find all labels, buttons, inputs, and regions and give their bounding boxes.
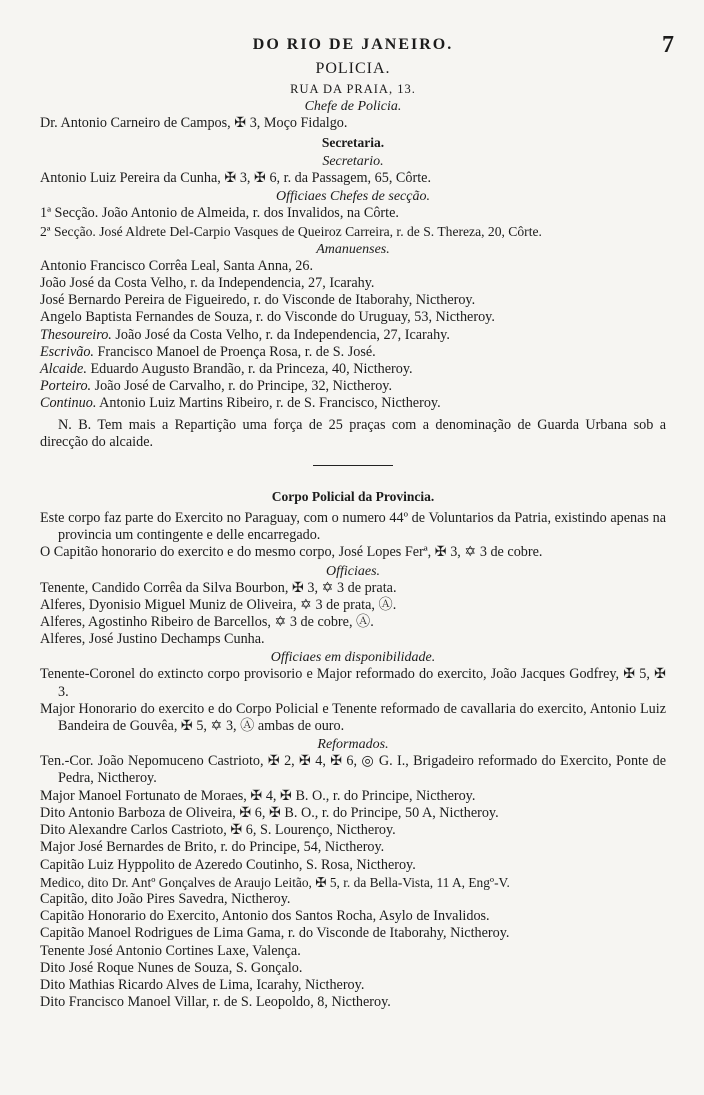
reformado-line: Dito Mathias Ricardo Alves de Lima, Icarahy, Nictheroy. xyxy=(40,976,365,993)
reformado-entry: Ten.-Cor. João Nepomuceno Castrioto, ✠ 2, ✠ 4, ✠ 6, ◎ G. I., Brigadeiro reformado do Exercito, Ponte de Pedra, Nictheroy. xyxy=(40,753,666,787)
staff-line xyxy=(40,361,666,378)
staff-text: João José da Costa Velho, r. da Independencia, 27, Icarahy. xyxy=(111,326,450,343)
staff-text: Antonio Luiz Martins Ribeiro, r. de S. Francisco, Nictheroy. xyxy=(96,395,441,412)
disponibilidade-heading: Officiaes em disponibilidade. xyxy=(270,650,436,666)
officiaes-line: Alferes, Dyonisio Miguel Muniz de Oliveira, ✡ 3 de prata, Ⓐ. xyxy=(40,596,397,613)
reformado-line: Dito Antonio Barboza de Oliveira, ✠ 6, ✠ B. O., r. do Principe, 50 A, Nictheroy. xyxy=(40,804,499,821)
seccao-line: 2ª Secção. José Aldrete Del-Carpio Vasques de Queiroz Carreira, r. de S. Thereza, 20, Côrte. xyxy=(40,223,542,239)
reformado-line: Dito José Roque Nunes de Souza, S. Gonçalo. xyxy=(40,959,303,976)
reformado-line: Tenente José Antonio Cortines Laxe, Valença. xyxy=(40,942,301,959)
page-number: 7 xyxy=(662,32,674,58)
disponibilidade-entry: Tenente-Coronel do extincto corpo provisorio e Major reformado do exercito, João Jacques Godfrey, ✠ 5, ✠ 3. xyxy=(40,666,666,700)
officiaes-line: Tenente, Candido Corrêa da Silva Bourbon, ✠ 3, ✡ 3 de prata. xyxy=(40,579,397,596)
amanuense-line: João José da Costa Velho, r. da Independencia, 27, Icarahy. xyxy=(40,275,375,292)
chefe-line: Dr. Antonio Carneiro de Campos, ✠ 3, Moço Fidalgo. xyxy=(40,115,348,131)
staff-text: Francisco Manoel de Proença Rosa, r. de S. José. xyxy=(93,343,376,360)
officiaes-chefes-heading: Officiaes Chefes de secção. xyxy=(276,189,430,205)
amanuense-line: Antonio Francisco Corrêa Leal, Santa Anna, 26. xyxy=(40,257,314,274)
amanuense-line: Angelo Baptista Fernandes de Souza, r. do Visconde do Uruguay, 53, Nictheroy. xyxy=(40,309,495,326)
staff-role: Thesoureiro. xyxy=(40,326,112,343)
reformado-line: Major José Bernardes de Brito, r. do Principe, 54, Nictheroy. xyxy=(40,839,385,856)
disponibilidade-entry: Major Honorario do exercito e do Corpo Policial e Tenente reformado de cavallaria do exercito, Antonio Luiz Bandeira de Gouvêa, ✠ 5, ✡ 3, Ⓐ ambas de ouro. xyxy=(40,700,666,735)
staff-line xyxy=(40,395,666,412)
staff-text: Eduardo Augusto Brandão, r. da Princeza, 40, Nictheroy. xyxy=(86,361,413,378)
secretario-heading: Secretario. xyxy=(322,154,384,170)
staff-role: Escrivão. xyxy=(40,343,94,360)
chefe-heading: Chefe de Policia. xyxy=(304,99,402,114)
reformado-line: Dito Francisco Manoel Villar, r. de S. Leopoldo, 8, Nictheroy. xyxy=(40,994,391,1011)
reformados-heading: Reformados. xyxy=(317,737,389,753)
reformado-line: Dito Alexandre Carlos Castrioto, ✠ 6, S. Lourenço, Nictheroy. xyxy=(40,822,396,839)
section-title-policia: POLICIA. xyxy=(315,60,391,77)
reformado-line: Capitão, dito João Pires Savedra, Nictheroy. xyxy=(40,890,291,907)
policia-address: RUA DA PRAIA, 13. xyxy=(290,82,416,96)
officiaes-line: Alferes, Agostinho Ribeiro de Barcellos, ✡ 3 de cobre, Ⓐ. xyxy=(40,614,374,631)
section-divider xyxy=(313,465,393,466)
staff-text: João José de Carvalho, r. do Principe, 32, Nictheroy. xyxy=(91,378,393,395)
running-head xyxy=(40,32,674,58)
corpo-heading: Corpo Policial da Provincia. xyxy=(271,489,435,505)
staff-line xyxy=(40,327,666,344)
reformado-line: Capitão Luiz Hyppolito de Azeredo Coutinho, S. Rosa, Nictheroy. xyxy=(40,856,416,873)
reformado-line: Capitão Manoel Rodrigues de Lima Gama, r. do Visconde de Itaborahy, Nictheroy. xyxy=(40,925,510,942)
staff-role: Continuo. xyxy=(40,395,97,412)
staff-role: Porteiro. xyxy=(40,378,92,395)
running-title: DO RIO DE JANEIRO. xyxy=(252,36,454,53)
reformado-line: Major Manoel Fortunato de Moraes, ✠ 4, ✠ B. O., r. do Principe, Nictheroy. xyxy=(40,787,476,804)
amanuenses-heading: Amanuenses. xyxy=(316,241,390,257)
staff-line xyxy=(40,378,666,395)
secretario-line: Antonio Luiz Pereira da Cunha, ✠ 3, ✠ 6, r. da Passagem, 65, Côrte. xyxy=(40,170,432,187)
nota-bene: N. B. Tem mais a Repartição uma força de 25 praças com a denominação de Guarda Urbana sob a direcção do alcaide. xyxy=(40,416,666,450)
corpo-intro: Este corpo faz parte do Exercito no Paraguay, com o numero 44º de Voluntarios da Patria, existindo apenas na provincia um contingente e delle encarregado. xyxy=(40,510,666,544)
officiaes-line: Alferes, José Justino Dechamps Cunha. xyxy=(40,631,265,648)
corpo-capitao: O Capitão honorario do exercito e do mesmo corpo, José Lopes Ferª, ✠ 3, ✡ 3 de cobre. xyxy=(40,544,543,561)
seccao-line: 1ª Secção. João Antonio de Almeida, r. dos Invalidos, na Côrte. xyxy=(40,205,399,222)
staff-line xyxy=(40,344,666,361)
staff-role: Alcaide. xyxy=(40,361,87,378)
reformado-line: Medico, dito Dr. Antº Gonçalves de Araujo Leitão, ✠ 5, r. da Bella-Vista, 11 A, Engº-V. xyxy=(40,874,510,890)
amanuense-line: José Bernardo Pereira de Figueiredo, r. do Visconde de Itaborahy, Nictheroy. xyxy=(40,292,476,309)
reformado-line: Capitão Honorario do Exercito, Antonio dos Santos Rocha, Asylo de Invalidos. xyxy=(40,908,490,925)
secretaria-heading: Secretaria. xyxy=(321,135,385,151)
officiaes-heading: Officiaes. xyxy=(325,563,381,579)
